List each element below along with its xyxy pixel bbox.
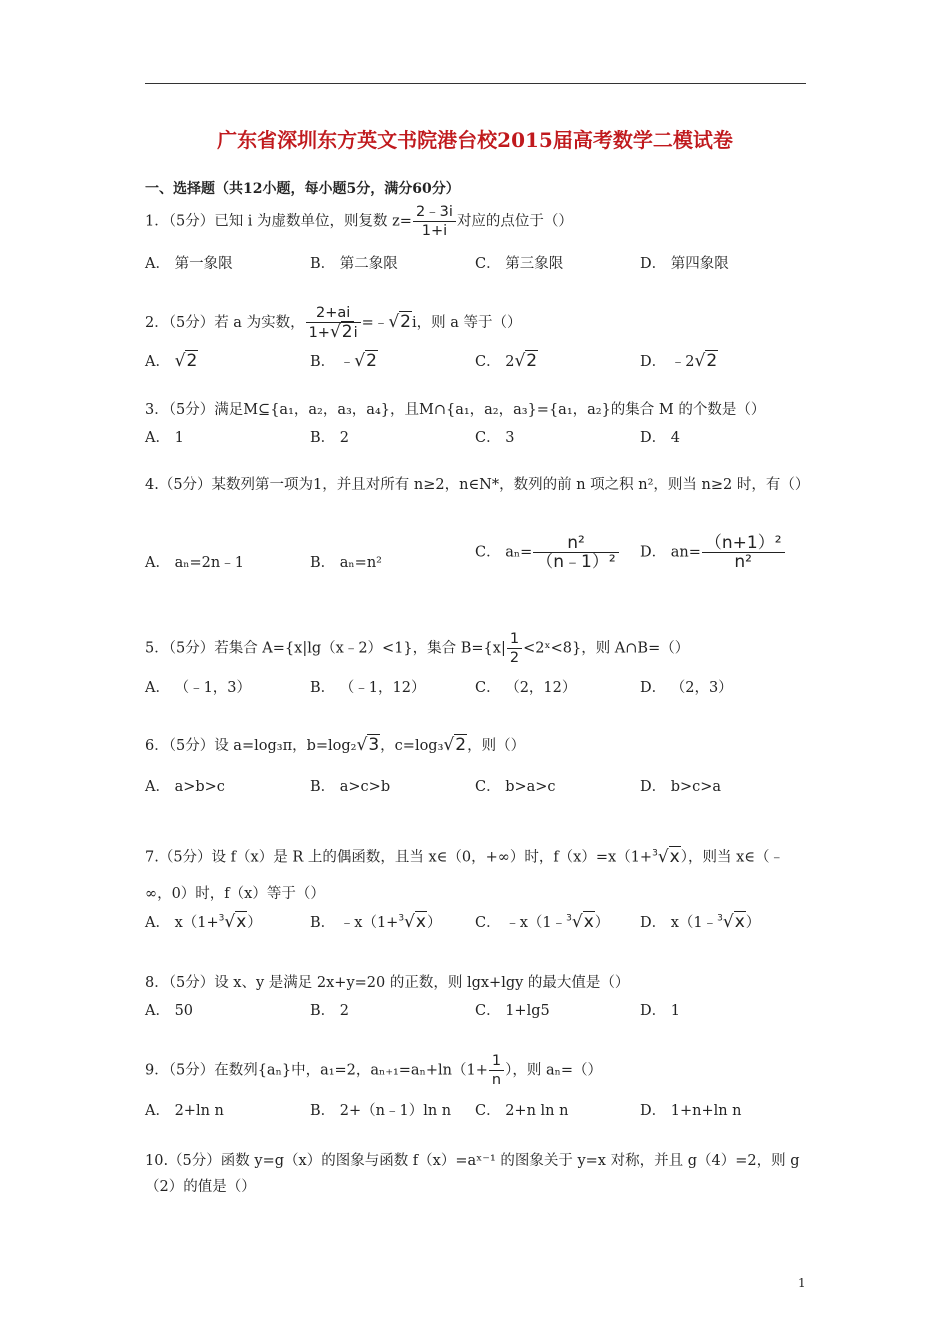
section-heading: 一、选择题（共12小题，每小题5分，满分60分） (145, 181, 460, 197)
q4-option-b: B． aₙ=n² (310, 555, 382, 571)
q5-option-b: B． （﹣1，12） (310, 680, 426, 696)
q5-option-c: C． （2，12） (475, 680, 577, 696)
q6-option-c: C． b>a>c (475, 779, 556, 795)
q8-option-d: D． 1 (640, 1003, 680, 1019)
sqrt: √2 (388, 312, 411, 332)
question-3: 3．（5分）满足M⊆{a₁，a₂，a₃，a₄}，且M∩{a₁，a₂，a₃}={a₁，a₂}的集合 M 的个数是（） (145, 402, 766, 418)
q7-option-c: C． ﹣x（1﹣$^3$√x） (475, 912, 610, 932)
q7-option-d: D． x（1﹣$^3$√x） (640, 912, 761, 932)
q1-option-b: B． 第二象限 (310, 256, 398, 272)
fraction: $\frac{1}{n}$ (489, 1052, 504, 1089)
q5-option-d: D． （2，3） (640, 680, 733, 696)
question-4: 4.（5分）某数列第一项为1，并且对所有 n≥2，n∈N*，数列的前 n 项之积 n²，则当 n≥2 时，有（） (145, 477, 810, 493)
q3-option-c: C． 3 (475, 430, 515, 446)
q6-option-d: D． b>c>a (640, 779, 722, 795)
question-8: 8．（5分）设 x、y 是满足 2x+y=20 的正数，则 lgx+lgy 的最大值是（） (145, 975, 630, 991)
q5-option-a: A． （﹣1，3） (145, 680, 252, 696)
q2-option-d: D． ﹣2√2 (640, 351, 718, 371)
q1-option-a: A． 第一象限 (145, 256, 233, 272)
q8-option-a: A． 50 (145, 1003, 194, 1019)
question-9: 9．（5分）在数列{aₙ}中，a₁=2，aₙ₊₁=aₙ+ln（1+ $\frac{1}{n}$ ），则 aₙ=（） (145, 1053, 603, 1088)
top-rule (145, 83, 806, 84)
q3-option-a: A． 1 (145, 430, 184, 446)
q8-option-c: C． 1+lg5 (475, 1003, 550, 1019)
q1-option-c: C． 第三象限 (475, 256, 564, 272)
page-title: 广东省深圳东方英文书院港台校2015届高考数学二模试卷 (217, 128, 733, 152)
q7-option-a: A． x（1+$^3$√x） (145, 912, 262, 932)
q8-option-b: B． 2 (310, 1003, 349, 1019)
q3-option-d: D． 4 (640, 430, 680, 446)
question-1: 1．（5分）已知 i 为虚数单位，则复数 z= $\frac{2﹣3i}{1+i}$ 对应的点位于（） (145, 204, 573, 239)
q4-option-c: C． aₙ= $\frac{\text{n²}}{\text{（n﹣1）²}}$ (475, 534, 620, 571)
question-10: 10.（5分）函数 y=g（x）的图象与函数 f（x）=aˣ⁻¹ 的图象关于 y=x 对称，并且 g（4）=2，则 g（2）的值是（） (145, 1153, 800, 1195)
q6-option-a: A． a>b>c (145, 779, 225, 795)
q1-option-d: D． 第四象限 (640, 256, 729, 272)
q2-option-a: A． √2 (145, 351, 198, 371)
q9-option-c: C． 2+n ln n (475, 1103, 569, 1119)
q9-option-a: A． 2+ln n (145, 1103, 224, 1119)
question-6: 6．（5分）设 a=log₃π，b=log₂√3，c=log₃√2，则（） (145, 735, 526, 755)
question-7: 7.（5分）设 f（x）是 R 上的偶函数，且当 x∈（0，+∞）时，f（x）=x（1+$^3$√x），则当 x∈（﹣∞，0）时，f（x）等于（） (145, 846, 784, 902)
q2-option-c: C． 2√2 (475, 351, 538, 371)
q9-option-d: D． 1+n+ln n (640, 1103, 742, 1119)
fraction: $\frac{1}{2}$ (507, 630, 522, 667)
question-2: 2．（5分）若 a 为实数， $\frac{2+ai}{1+√2i}$ =﹣√2i，则 a 等于（） (145, 305, 522, 342)
fraction: $\frac{2﹣3i}{1+i}$ (413, 203, 456, 240)
q3-option-b: B． 2 (310, 430, 349, 446)
q6-option-b: B． a>c>b (310, 779, 391, 795)
q7-option-b: B． ﹣x（1+$^3$√x） (310, 912, 442, 932)
q4-option-d: D． an= $\frac{\text{（n+1）²}}{\text{n²}}$ (640, 534, 786, 571)
fraction: $\frac{2+ai}{1+√2i}$ (306, 304, 361, 342)
page-number: 1 (798, 1276, 806, 1290)
question-5: 5．（5分）若集合 A={x|lg（x﹣2）<1}，集合 B={x| $\frac{1}{2}$ <2ˣ<8}，则 A∩B=（） (145, 631, 690, 666)
q9-option-b: B． 2+（n﹣1）ln n (310, 1103, 452, 1119)
q4-option-a: A． aₙ=2n﹣1 (145, 555, 244, 571)
q2-option-b: B． ﹣√2 (310, 351, 377, 371)
